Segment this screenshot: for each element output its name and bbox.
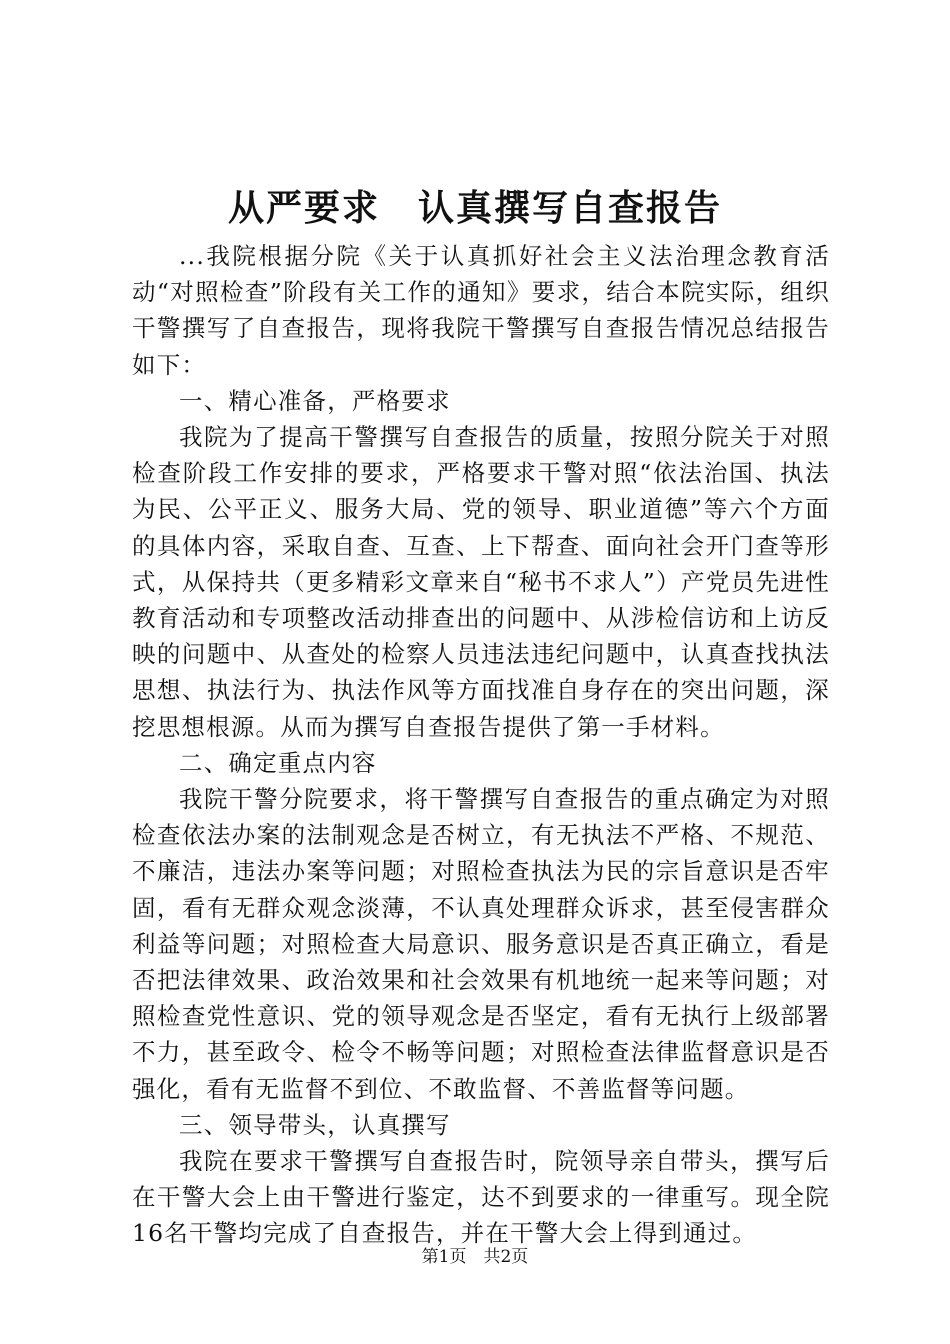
section-heading-2: 二、确定重点内容 [179, 748, 377, 777]
document-body [132, 238, 830, 1252]
section-paragraph-3: 我院在要求干警撰写自查报告时，院领导亲自带头，撰写后在干警大会上由干警进行鉴定，达不到要求的一律重写。现全院16名干警均完成了自查报告，并在干警大会上得到通过。 [132, 1147, 830, 1248]
section-heading-3: 三、领导带头，认真撰写 [179, 1110, 451, 1139]
intro-paragraph: ...我院根据分院《关于认真抓好社会主义法治理念教育活动“对照检查”阶段有关工作的通知》要求，结合本院实际，组织干警撰写了自查报告，现将我院干警撰写自查报告情况总结报告如下： [132, 242, 830, 379]
section-paragraph-1: 我院为了提高干警撰写自查报告的质量，按照分院关于对照检查阶段工作安排的要求，严格要求干警对照“依法治国、执法为民、公平正义、服务大局、党的领导、职业道德”等六个方面的具体内容，采取自查、互查、上下帮查、面向社会开门查等形式，从保持共（更多精彩文章来自“秘书不求人”）产党员先进性教育活动和专项整改活动排查出的问题中、从涉检信访和上访反映的问题中、从查处的检察人员违法违纪问题中，认真查找执法思想、执法行为、执法作风等方面找准自身存在的突出问题，深挖思想根源。从而为撰写自查报告提供了第一手材料。 [132, 423, 830, 741]
section-heading-1: 一、精心准备，严格要求 [179, 386, 451, 415]
document-title: 从严要求 认真撰写自查报告 [227, 187, 722, 229]
section-paragraph-2: 我院干警分院要求，将干警撰写自查报告的重点确定为对照检查依法办案的法制观念是否树立，有无执法不严格、不规范、不廉洁，违法办案等问题；对照检查执法为民的宗旨意识是否牢固，看有无群众观念淡薄，不认真处理群众诉求，甚至侵害群众利益等问题；对照检查大局意识、服务意识是否真正确立，看是否把法律效果、政治效果和社会效果有机地统一起来等问题；对照检查党性意识、党的领导观念是否坚定，看有无执行上级部署不力，甚至政令、检令不畅等问题；对照检查法律监督意识是否强化，看有无监督不到位、不敢监督、不善监督等问题。 [132, 785, 830, 1103]
page-number-footer: 第1页 共2页 [421, 1247, 529, 1267]
